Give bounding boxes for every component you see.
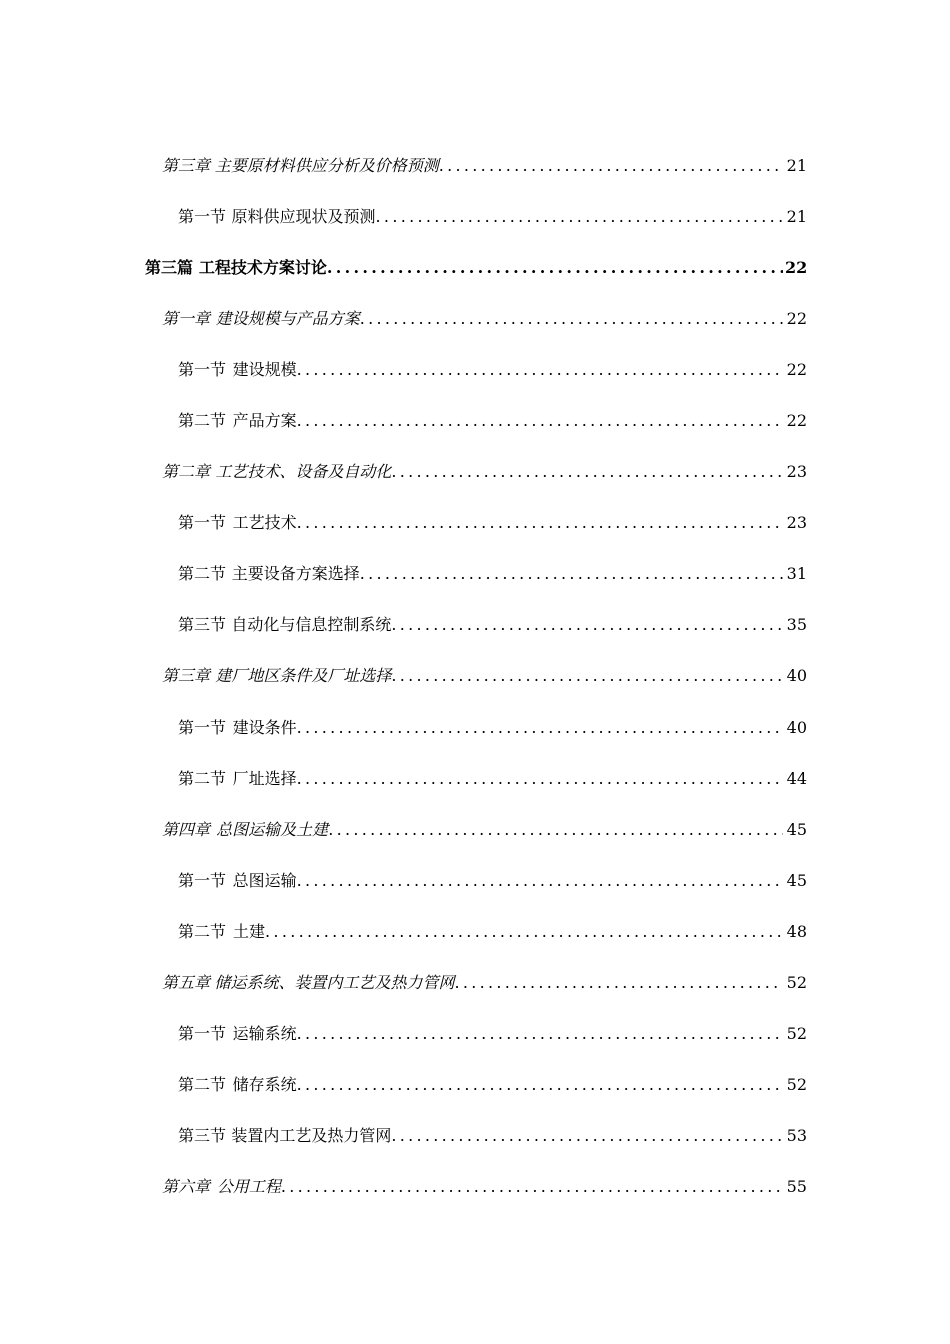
entry-title: 储运系统、装置内工艺及热力管网 [214, 973, 455, 993]
toc-entry-chapter[interactable] [0, 293, 950, 344]
dot-leader [281, 1177, 783, 1197]
toc-entry-section[interactable] [0, 600, 950, 651]
dot-leader [297, 871, 783, 891]
entry-number: 第二节 [178, 564, 227, 584]
toc-entry-section[interactable] [0, 191, 950, 242]
entry-title: 原料供应现状及预测 [231, 206, 376, 226]
entry-page-number: 45 [786, 870, 807, 890]
entry-page-number: 23 [786, 513, 807, 533]
entry-number: 第三节 [178, 615, 227, 635]
entry-page-number: 44 [786, 768, 807, 788]
dot-leader [360, 564, 783, 584]
entry-page-number: 52 [786, 1075, 807, 1095]
entry-number: 第一节 [178, 717, 227, 737]
entry-page-number: 52 [786, 973, 807, 993]
dot-leader [439, 156, 783, 176]
dot-leader [360, 309, 783, 329]
toc-entry-section[interactable] [0, 855, 950, 906]
toc-entry-chapter[interactable] [0, 804, 950, 855]
toc-entry-chapter[interactable] [0, 651, 950, 702]
entry-page-number: 40 [786, 717, 807, 737]
toc-entry-section[interactable] [0, 395, 950, 446]
entry-number: 第六章 [162, 1177, 211, 1197]
entry-number: 第三章 [162, 666, 211, 686]
entry-number: 第三章 [162, 155, 211, 175]
dot-leader [391, 666, 783, 686]
dot-leader [297, 718, 783, 738]
dot-leader [265, 922, 783, 942]
dot-leader [327, 258, 783, 278]
entry-number: 第二节 [178, 1075, 227, 1095]
entry-number: 第二节 [178, 768, 227, 788]
entry-page-number: 22 [786, 411, 807, 431]
toc-entry-section[interactable] [0, 906, 950, 957]
toc-entry-chapter[interactable] [0, 1162, 950, 1213]
entry-number: 第一节 [178, 206, 227, 226]
entry-page-number: 21 [786, 206, 807, 226]
entry-number: 第二节 [178, 411, 227, 431]
entry-title: 主要设备方案选择 [231, 564, 360, 584]
entry-title: 产品方案 [232, 411, 297, 431]
dot-leader [376, 207, 783, 227]
entry-page-number: 52 [786, 1024, 807, 1044]
toc-entry-section[interactable] [0, 1111, 950, 1162]
entry-number: 第一节 [178, 513, 227, 533]
entry-page-number: 53 [786, 1126, 807, 1146]
entry-page-number: 35 [786, 615, 807, 635]
dot-leader [297, 411, 783, 431]
entry-page-number: 22 [786, 308, 807, 328]
entry-number: 第一节 [178, 359, 227, 379]
entry-title: 装置内工艺及热力管网 [231, 1126, 392, 1146]
dot-leader [297, 1075, 783, 1095]
entry-title: 总图运输 [232, 870, 297, 890]
entry-page-number: 48 [786, 921, 807, 941]
dot-leader [297, 1024, 783, 1044]
toc-entry-section[interactable] [0, 498, 950, 549]
entry-page-number: 31 [786, 564, 807, 584]
entry-number: 第一章 [162, 308, 211, 328]
entry-number: 第一节 [178, 1024, 227, 1044]
toc-entry-section[interactable] [0, 344, 950, 395]
entry-title: 储存系统 [232, 1075, 297, 1095]
entry-page-number: 45 [786, 819, 807, 839]
entry-title: 工艺技术、设备及自动化 [215, 462, 392, 482]
entry-title: 自动化与信息控制系统 [231, 615, 392, 635]
entry-title: 建设规模 [232, 359, 297, 379]
entry-title: 公用工程 [216, 1177, 281, 1197]
entry-title: 建厂地区条件及厂址选择 [215, 666, 392, 686]
toc-entry-section[interactable] [0, 1009, 950, 1060]
entry-title: 建设规模与产品方案 [215, 308, 360, 328]
dot-leader [391, 615, 783, 635]
entry-title: 厂址选择 [232, 768, 297, 788]
toc-entry-chapter[interactable] [0, 140, 950, 191]
dot-leader [297, 769, 783, 789]
toc-entry-section[interactable] [0, 702, 950, 753]
toc-entry-section[interactable] [0, 1060, 950, 1111]
toc-entry-section[interactable] [0, 753, 950, 804]
entry-title: 土建 [233, 921, 266, 941]
dot-leader [328, 820, 783, 840]
entry-page-number: 22 [785, 257, 808, 277]
entry-number: 第二章 [162, 462, 211, 482]
toc-entry-chapter[interactable] [0, 447, 950, 498]
entry-number: 第五章 [162, 973, 211, 993]
entry-page-number: 23 [786, 462, 807, 482]
entry-number: 第二节 [178, 921, 227, 941]
toc-entry-chapter[interactable] [0, 958, 950, 1009]
entry-number: 第三节 [178, 1126, 227, 1146]
entry-number: 第四章 [162, 819, 211, 839]
entry-page-number: 40 [786, 666, 807, 686]
dot-leader [297, 513, 783, 533]
dot-leader [297, 360, 783, 380]
entry-page-number: 22 [786, 359, 807, 379]
entry-title: 运输系统 [232, 1024, 297, 1044]
table-of-contents [0, 140, 950, 1213]
entry-title: 建设条件 [232, 717, 297, 737]
entry-page-number: 21 [786, 155, 807, 175]
toc-entry-part[interactable] [0, 242, 950, 293]
dot-leader [454, 973, 783, 993]
entry-title: 总图运输及土建 [216, 819, 329, 839]
entry-title: 工程技术方案讨论 [198, 257, 327, 277]
entry-number: 第三篇 [145, 257, 194, 277]
entry-title: 工艺技术 [232, 513, 297, 533]
toc-entry-section[interactable] [0, 549, 950, 600]
entry-title: 主要原材料供应分析及价格预测 [214, 155, 439, 175]
entry-number: 第一节 [178, 870, 227, 890]
dot-leader [391, 1126, 783, 1146]
entry-page-number: 55 [786, 1177, 807, 1197]
dot-leader [391, 462, 783, 482]
